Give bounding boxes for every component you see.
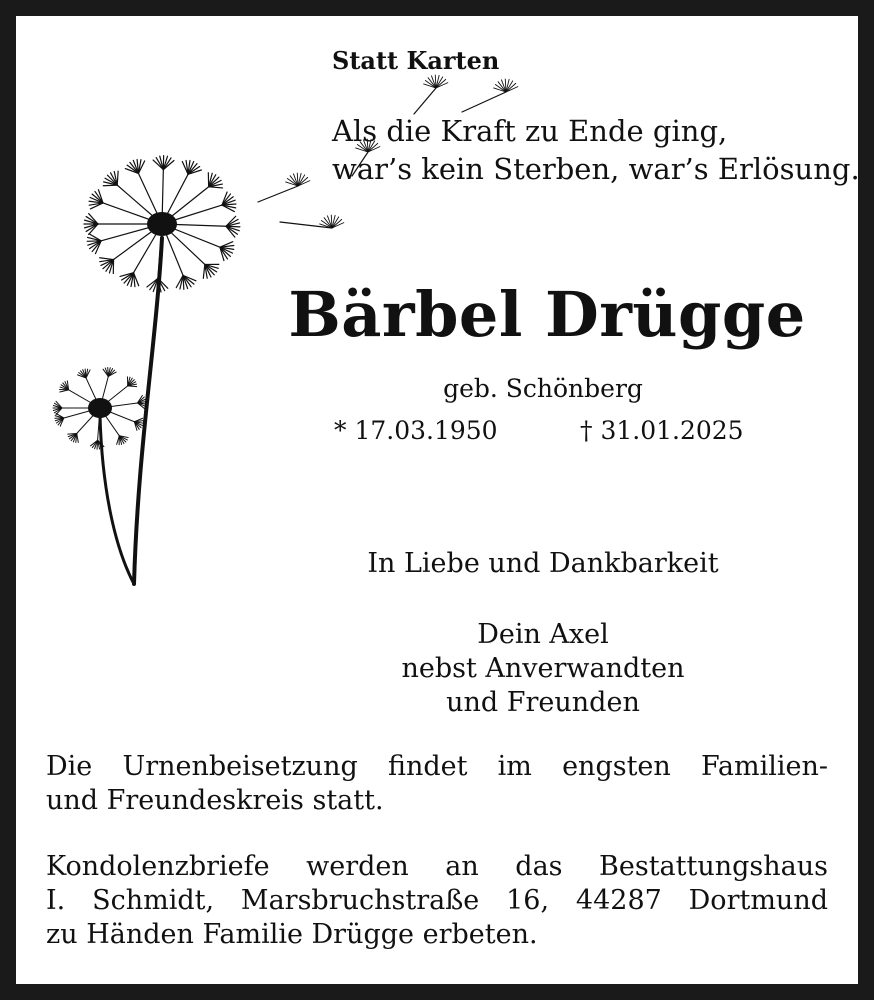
quote-line-2: war’s kein Sterben, war’s Erlösung. [332, 152, 860, 186]
signatory-line: nebst Anverwandten [401, 653, 685, 684]
deceased-name: Bärbel Drügge [288, 278, 806, 351]
notice-line: Die Urnenbeisetzung findet im engsten Familien- [46, 751, 828, 782]
maiden-name: geb. Schönberg [443, 374, 643, 403]
notice-line: zu Händen Familie Drügge erbeten. [46, 919, 538, 950]
death-date: † 31.01.2025 [580, 416, 744, 445]
notice-line: I. Schmidt, Marsbruchstraße 16, 44287 Dortmund [46, 885, 828, 916]
closing-line: In Liebe und Dankbarkeit [367, 548, 719, 579]
notice-line: und Freundeskreis statt. [46, 785, 384, 816]
quote-line-1: Als die Kraft zu Ende ging, [332, 114, 728, 148]
notice-line: Kondolenzbriefe werden an das Bestattungshaus [46, 851, 828, 882]
signatory-line: und Freunden [446, 687, 640, 718]
signatory-line: Dein Axel [477, 619, 609, 650]
obituary-card [16, 16, 858, 984]
condolence-notice [46, 850, 828, 952]
quote [332, 112, 860, 188]
statt-karten-header: Statt Karten [332, 46, 500, 75]
birth-date: * 17.03.1950 [334, 416, 498, 445]
signatories [16, 618, 858, 720]
burial-notice [46, 750, 828, 818]
